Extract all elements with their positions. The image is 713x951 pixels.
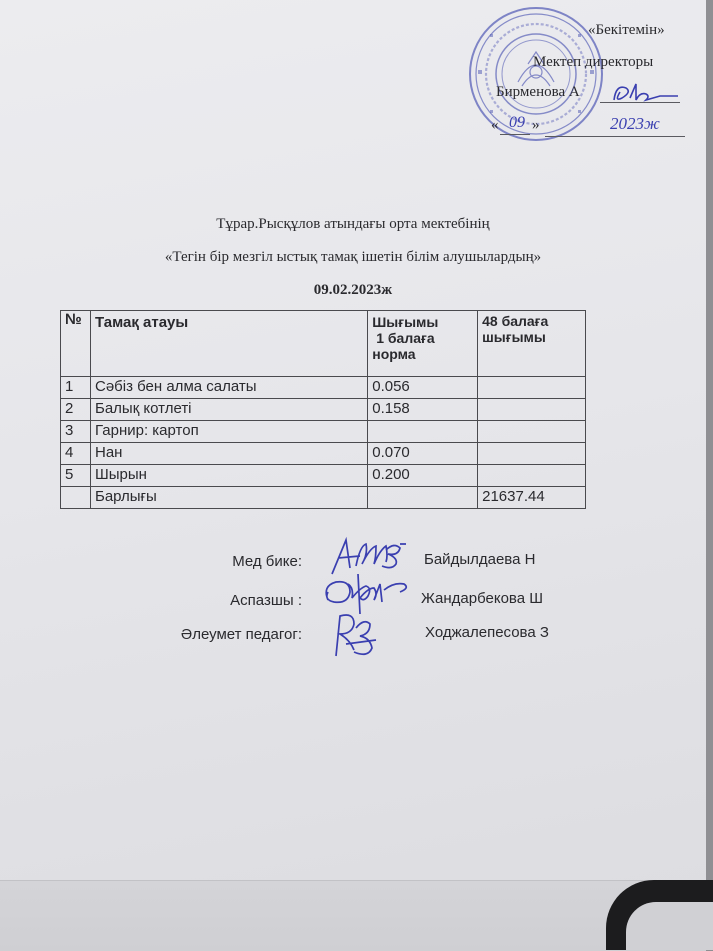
director-signature: [608, 78, 688, 108]
school-heading: Тұрар.Рысқұлов атындағы орта мектебінің: [216, 216, 490, 232]
row-dish: Шырын: [90, 465, 367, 487]
col-header-total-line2: шығымы: [482, 329, 546, 345]
col-header-total: [478, 311, 586, 377]
page-bottom-fold: [0, 880, 706, 951]
approval-date-year: 2023ж: [610, 114, 660, 133]
row-dish: Нан: [90, 443, 367, 465]
row-norm: [368, 421, 478, 443]
col-header-norm-line1: Шығымы: [372, 314, 439, 330]
signature-role-cook: Аспазшы :: [230, 592, 302, 609]
row-num: 2: [61, 399, 91, 421]
signature-name-cook: Жандарбекова Ш: [421, 590, 543, 607]
signature-name-social-pedagogue: Ходжалепесова З: [425, 624, 549, 641]
row-total: [478, 421, 586, 443]
signature-role-social-pedagogue: Әлеумет педагог:: [180, 626, 302, 643]
summary-norm-empty: [368, 487, 478, 509]
menu-date: 09.02.2023ж: [313, 282, 393, 298]
row-total: [478, 443, 586, 465]
row-total: [478, 465, 586, 487]
signature-role-nurse: Мед бике:: [232, 553, 302, 570]
col-header-name: Тамақ атауы: [90, 311, 367, 377]
row-dish: Гарнир: картоп: [90, 421, 367, 443]
table-row: [61, 443, 586, 465]
date-month-line: [545, 136, 685, 137]
table-row: [61, 399, 586, 421]
approval-position: Мектеп директоры: [533, 54, 654, 70]
table-row: [61, 465, 586, 487]
row-dish: Сәбіз бен алма салаты: [90, 377, 367, 399]
approval-date-day: 09: [509, 114, 525, 131]
table-summary-row: [61, 487, 586, 509]
row-total: [478, 377, 586, 399]
row-num: 1: [61, 377, 91, 399]
menu-subtitle: «Тегін бір мезгіл ыстық тамақ ішетін білім алушылардың»: [164, 249, 542, 265]
row-dish: Балық котлеті: [90, 399, 367, 421]
col-header-total-line1: 48 балаға: [482, 313, 549, 329]
summary-total: 21637.44: [478, 487, 586, 509]
table-header-row: [61, 311, 586, 377]
row-norm: 0.158: [368, 399, 478, 421]
binder-clip-inner: [626, 902, 713, 950]
signature-name-nurse: Байдылдаева Н: [424, 551, 536, 568]
table-row: [61, 421, 586, 443]
social-pedagogue-signature: [322, 608, 386, 664]
summary-num-empty: [61, 487, 91, 509]
table-row: [61, 377, 586, 399]
date-day-line: [500, 134, 530, 135]
row-num: 4: [61, 443, 91, 465]
approval-name: Бирменова А: [496, 84, 580, 100]
col-header-num: №: [61, 311, 91, 377]
menu-table: [60, 310, 586, 509]
row-num: 5: [61, 465, 91, 487]
row-norm: 0.200: [368, 465, 478, 487]
row-norm: 0.056: [368, 377, 478, 399]
row-norm: 0.070: [368, 443, 478, 465]
col-header-norm-line2: 1 балаға: [376, 330, 435, 346]
summary-label: Барлығы: [90, 487, 367, 509]
approval-date-close: »: [532, 117, 540, 133]
col-header-norm: [368, 311, 478, 377]
row-total: [478, 399, 586, 421]
col-header-norm-line3: норма: [372, 346, 416, 362]
approval-date-open: «: [491, 117, 499, 133]
row-num: 3: [61, 421, 91, 443]
approval-title: «Бекітемін»: [588, 22, 665, 38]
